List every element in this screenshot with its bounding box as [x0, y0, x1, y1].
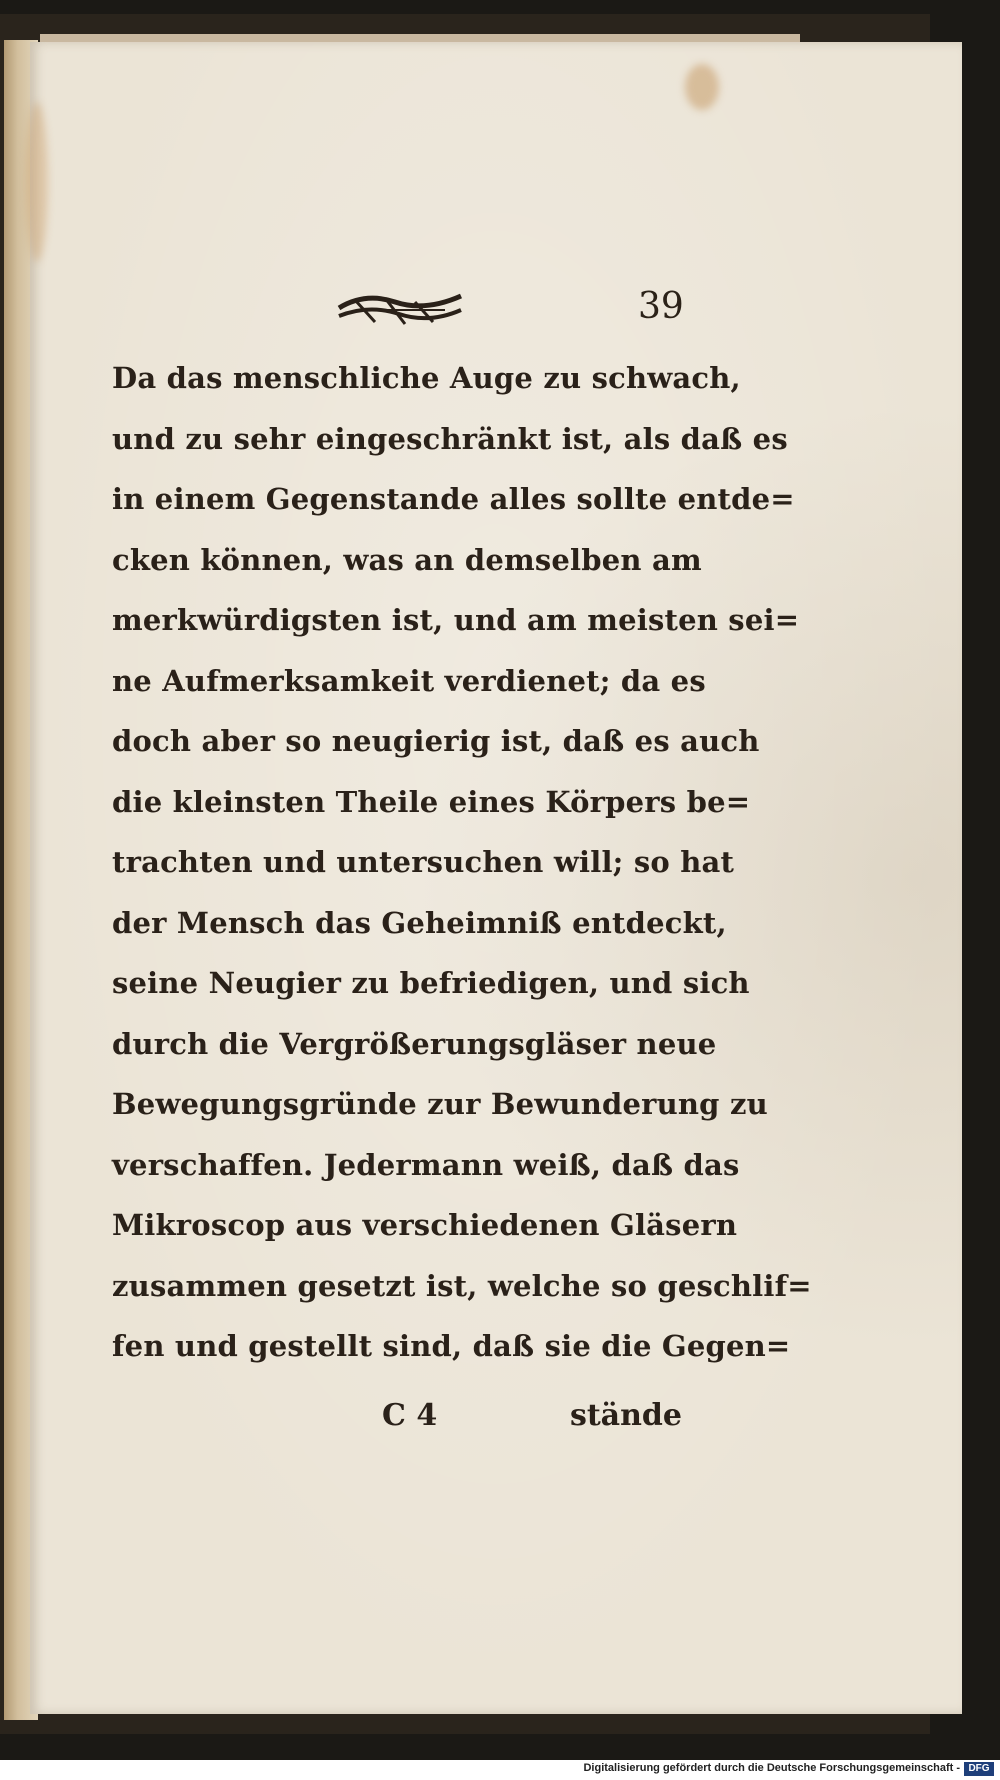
- paper-stain: [26, 102, 48, 262]
- text-line: merkwürdigsten ist, und am meisten sei=: [112, 603, 800, 637]
- text-line: zusammen gesetzt ist, welche so geschlif=: [112, 1268, 812, 1303]
- text-line: doch aber so neugierig ist, daß es auch: [112, 724, 760, 758]
- dfg-logo-icon: DFG: [964, 1762, 994, 1776]
- text-line: trachten und untersuchen will; so hat: [112, 845, 735, 879]
- text-line: und zu sehr eingeschränkt ist, als daß es: [112, 421, 788, 456]
- page-footer: [112, 1388, 682, 1448]
- text-line: cken können, was an demselben am: [112, 542, 702, 577]
- funding-credit: Digitalisierung gefördert durch die Deutsche Forschungsgemeinschaft -: [583, 1762, 960, 1774]
- text-line: der Mensch das Geheimniß entdeckt,: [112, 905, 727, 940]
- text-line: durch die Vergrößerungsgläser neue: [112, 1026, 717, 1061]
- text-line: die kleinsten Theile eines Körpers be=: [112, 784, 751, 819]
- body-text: [112, 348, 812, 1377]
- signature-mark: C 4: [382, 1398, 438, 1433]
- text-line: seine Neugier zu befriedigen, und sich: [112, 966, 750, 1000]
- header-ornament-icon: [335, 286, 465, 332]
- catchword: stände: [569, 1398, 682, 1433]
- text-line: fen und gestellt sind, daß sie die Gegen=: [112, 1329, 791, 1363]
- text-line: Bewegungsgründe zur Bewunderung zu: [112, 1087, 768, 1121]
- text-line: ne Aufmerksamkeit verdienet; da es: [112, 663, 706, 698]
- text-line: Mikroscop aus verschiedenen Gläsern: [112, 1208, 738, 1242]
- text-line: verschaffen. Jedermann weiß, daß das: [112, 1147, 740, 1182]
- paper-stain: [685, 64, 719, 110]
- text-line: in einem Gegenstande alles sollte entde=: [112, 482, 795, 516]
- page-number: 39: [638, 286, 684, 327]
- text-line: Da das menschliche Auge zu schwach,: [112, 361, 741, 395]
